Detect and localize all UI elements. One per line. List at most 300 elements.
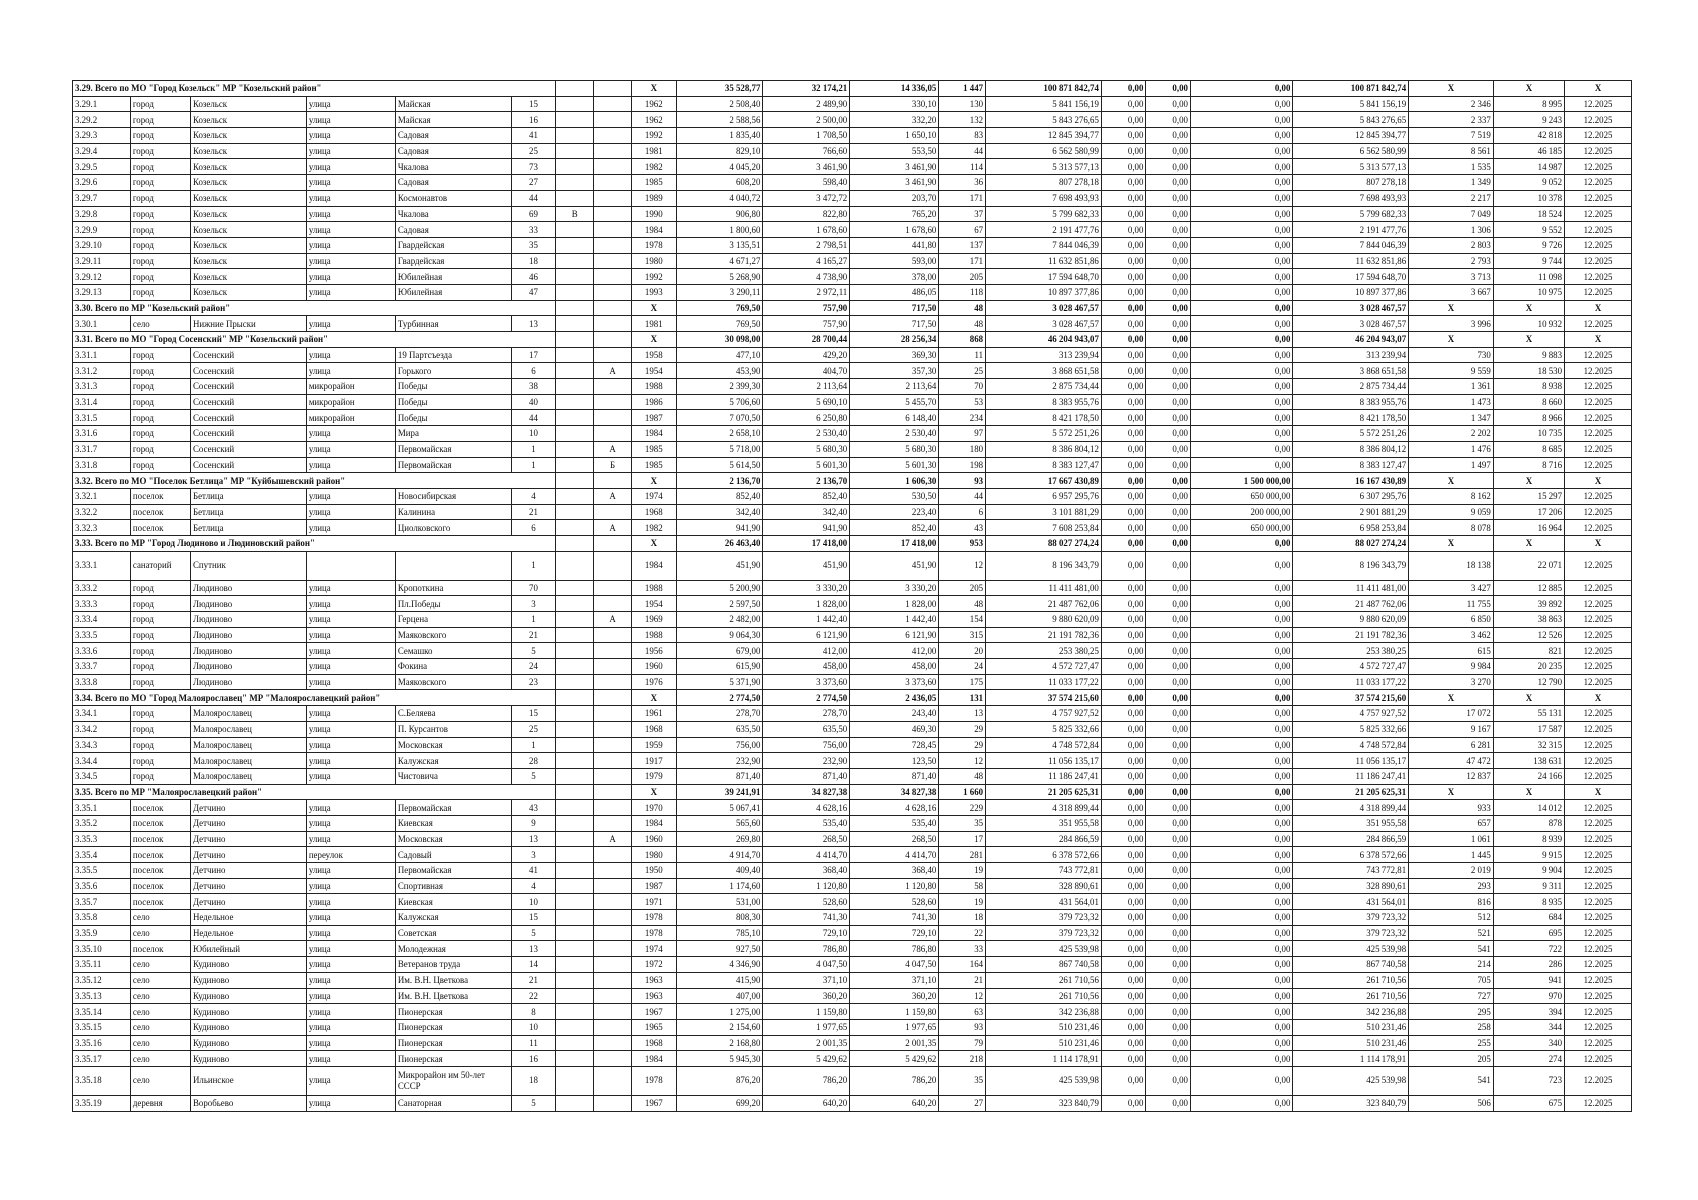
cell-letter [594, 394, 632, 410]
cell-private-area: 1 650,10 [850, 128, 939, 144]
table-row [73, 379, 1632, 395]
cell-street-type: улица [306, 488, 395, 504]
cell-year-built: 1960 [632, 659, 677, 675]
cell-fund-cost: 0,00 [1101, 768, 1146, 784]
cell-building [556, 674, 594, 690]
subtotal-local-cost: 0,00 [1190, 690, 1292, 706]
cell-deadline: 12.2025 [1565, 737, 1632, 753]
cell-street-name: С.Беляева [395, 706, 511, 722]
cell-fund-cost: 0,00 [1101, 1095, 1146, 1111]
cell-house-number: 27 [511, 175, 556, 191]
subtotal-title: 3.33. Всего по МР "Город Людиново и Людиновский район" [73, 535, 556, 551]
cell-owners-cost: 253 380,25 [1293, 643, 1409, 659]
cell-living-area: 1 442,40 [763, 612, 850, 628]
cell-settlement-type: город [130, 379, 190, 395]
cell-year-built: 1974 [632, 488, 677, 504]
cell-row-number: 3.32.1 [73, 488, 131, 504]
cell-settlement-type: город [130, 363, 190, 379]
cell-house-number: 44 [511, 410, 556, 426]
cell-local-cost: 0,00 [1190, 1019, 1292, 1035]
cell-fund-cost: 0,00 [1101, 894, 1146, 910]
cell-settlement-name: Людиново [191, 643, 307, 659]
cell-owners-cost: 6 307 295,76 [1293, 488, 1409, 504]
cell-street-name: Мира [395, 426, 511, 442]
cell-building [556, 627, 594, 643]
cell-fund-cost: 0,00 [1101, 1051, 1146, 1067]
cell-street-name: Садовая [395, 222, 511, 238]
cell-street-name: Советская [395, 925, 511, 941]
cell-fund-cost: 0,00 [1101, 1019, 1146, 1035]
cell-total-area: 409,40 [676, 863, 763, 879]
cell-living-area: 6 121,90 [763, 627, 850, 643]
cell-letter [594, 580, 632, 596]
subtotal-deadline: Х [1565, 784, 1632, 800]
cell-building [556, 737, 594, 753]
cell-fund-cost: 0,00 [1101, 831, 1146, 847]
cell-owners-cost: 5 825 332,66 [1293, 721, 1409, 737]
cell-settlement-type: город [130, 457, 190, 473]
cell-letter [594, 284, 632, 300]
cell-settlement-name: Козельск [191, 269, 307, 285]
cell-house-number: 5 [511, 1095, 556, 1111]
cell-total-cost: 431 564,01 [986, 894, 1102, 910]
subtotal-total-cost: 17 667 430,89 [986, 473, 1102, 489]
cell-fund-cost: 0,00 [1101, 596, 1146, 612]
subtotal-row [73, 332, 1632, 348]
cell-street-name: Победы [395, 394, 511, 410]
cell-street-type: улица [306, 925, 395, 941]
cell-row-number: 3.33.2 [73, 580, 131, 596]
cell-owners-cost: 431 564,01 [1293, 894, 1409, 910]
cell-total-cost: 8 421 178,50 [986, 410, 1102, 426]
cell-total-area: 2 658,10 [676, 426, 763, 442]
cell-settlement-type: город [130, 347, 190, 363]
cell-row-number: 3.35.7 [73, 894, 131, 910]
cell-letter [594, 379, 632, 395]
cell-building [556, 1004, 594, 1020]
cell-unit-cost: 47 472 [1409, 753, 1494, 769]
cell-total-cost: 8 383 127,47 [986, 457, 1102, 473]
cell-letter [594, 1066, 632, 1095]
cell-row-number: 3.31.2 [73, 363, 131, 379]
cell-year-built: 1990 [632, 206, 677, 222]
cell-residents: 70 [939, 379, 986, 395]
cell-settlement-name: Козельск [191, 112, 307, 128]
cell-private-area: 593,00 [850, 253, 939, 269]
cell-settlement-type: город [130, 253, 190, 269]
cell-deadline: 12.2025 [1565, 159, 1632, 175]
cell-building [556, 721, 594, 737]
cell-street-name: Пионерская [395, 1019, 511, 1035]
cell-unit-cost: 9 059 [1409, 504, 1494, 520]
cell-street-name: Московская [395, 831, 511, 847]
cell-letter [594, 347, 632, 363]
cell-building [556, 269, 594, 285]
cell-year-built: 1978 [632, 237, 677, 253]
cell-street-type: улица [306, 253, 395, 269]
cell-unit-cost: 1 535 [1409, 159, 1494, 175]
table-row [73, 894, 1632, 910]
cell-living-area: 371,10 [763, 972, 850, 988]
cell-total-area: 7 070,50 [676, 410, 763, 426]
cell-settlement-name: Сосенский [191, 363, 307, 379]
cell-unit-cost: 214 [1409, 957, 1494, 973]
cell-owners-cost: 2 901 881,29 [1293, 504, 1409, 520]
cell-year-built: 1950 [632, 863, 677, 879]
cell-local-cost: 0,00 [1190, 410, 1292, 426]
cell-deadline: 12.2025 [1565, 190, 1632, 206]
cell-total-cost: 11 056 135,17 [986, 753, 1102, 769]
subtotal-total-area: 35 528,77 [676, 81, 763, 97]
cell-max-cost: 11 098 [1493, 269, 1564, 285]
subtotal-title: 3.29. Всего по МО "Город Козельск" МР "Козельский район" [73, 81, 556, 97]
cell-house-number: 17 [511, 347, 556, 363]
cell-total-area: 941,90 [676, 520, 763, 536]
cell-private-area: 3 373,60 [850, 674, 939, 690]
table-row [73, 347, 1632, 363]
cell-max-cost: 9 311 [1493, 878, 1564, 894]
cell-row-number: 3.29.13 [73, 284, 131, 300]
cell-settlement-name: Воробьево [191, 1095, 307, 1111]
cell-total-area: 635,50 [676, 721, 763, 737]
subtotal-deadline: Х [1565, 81, 1632, 97]
subtotal-owners-cost: 16 167 430,89 [1293, 473, 1409, 489]
cell-private-area: 330,10 [850, 96, 939, 112]
cell-settlement-type: село [130, 925, 190, 941]
cell-owners-cost: 7 844 046,39 [1293, 237, 1409, 253]
cell-unit-cost: 3 462 [1409, 627, 1494, 643]
table-row [73, 457, 1632, 473]
cell-private-area: 1 977,65 [850, 1019, 939, 1035]
cell-local-cost: 0,00 [1190, 457, 1292, 473]
cell-regional-cost: 0,00 [1146, 1035, 1191, 1051]
cell-letter [594, 1095, 632, 1111]
cell-fund-cost: 0,00 [1101, 800, 1146, 816]
cell-building [556, 768, 594, 784]
cell-settlement-name: Кудиново [191, 1035, 307, 1051]
cell-house-number: 13 [511, 316, 556, 332]
subtotal-regional-cost: 0,00 [1146, 81, 1191, 97]
cell-residents: 44 [939, 143, 986, 159]
cell-settlement-name: Сосенский [191, 347, 307, 363]
empty-cell [594, 690, 632, 706]
cell-fund-cost: 0,00 [1101, 520, 1146, 536]
cell-owners-cost: 17 594 648,70 [1293, 269, 1409, 285]
cell-private-area: 3 330,20 [850, 580, 939, 596]
cell-private-area: 765,20 [850, 206, 939, 222]
cell-total-area: 5 067,41 [676, 800, 763, 816]
cell-row-number: 3.35.18 [73, 1066, 131, 1095]
cell-local-cost: 0,00 [1190, 1004, 1292, 1020]
cell-settlement-type: поселок [130, 800, 190, 816]
cell-regional-cost: 0,00 [1146, 753, 1191, 769]
cell-street-type: улица [306, 721, 395, 737]
subtotal-regional-cost: 0,00 [1146, 300, 1191, 316]
cell-house-number: 70 [511, 580, 556, 596]
subtotal-max-cost: Х [1493, 690, 1564, 706]
cell-total-area: 2 588,56 [676, 112, 763, 128]
cell-owners-cost: 6 378 572,66 [1293, 847, 1409, 863]
subtotal-row [73, 81, 1632, 97]
cell-street-type [306, 551, 395, 580]
cell-owners-cost: 5 572 251,26 [1293, 426, 1409, 442]
cell-year-built: 1961 [632, 706, 677, 722]
cell-local-cost: 0,00 [1190, 988, 1292, 1004]
cell-settlement-name: Спутник [191, 551, 307, 580]
cell-local-cost: 0,00 [1190, 737, 1292, 753]
cell-building [556, 96, 594, 112]
cell-regional-cost: 0,00 [1146, 674, 1191, 690]
cell-house-number: 1 [511, 551, 556, 580]
cell-max-cost: 15 297 [1493, 488, 1564, 504]
cell-unit-cost: 295 [1409, 1004, 1494, 1020]
cell-letter [594, 768, 632, 784]
cell-residents: 12 [939, 753, 986, 769]
cell-building [556, 316, 594, 332]
cell-residents: 22 [939, 925, 986, 941]
cell-street-name: Ветеранов труда [395, 957, 511, 973]
cell-letter [594, 988, 632, 1004]
cell-regional-cost: 0,00 [1146, 457, 1191, 473]
cell-private-area: 5 455,70 [850, 394, 939, 410]
cell-private-area: 368,40 [850, 863, 939, 879]
cell-row-number: 3.35.19 [73, 1095, 131, 1111]
cell-letter [594, 878, 632, 894]
cell-row-number: 3.31.7 [73, 441, 131, 457]
cell-fund-cost: 0,00 [1101, 643, 1146, 659]
cell-unit-cost: 11 755 [1409, 596, 1494, 612]
cell-deadline: 12.2025 [1565, 1004, 1632, 1020]
cell-max-cost: 9 904 [1493, 863, 1564, 879]
table-row [73, 96, 1632, 112]
cell-residents: 171 [939, 190, 986, 206]
cell-total-cost: 21 191 782,36 [986, 627, 1102, 643]
cell-fund-cost: 0,00 [1101, 284, 1146, 300]
cell-private-area: 528,60 [850, 894, 939, 910]
cell-house-number: 28 [511, 753, 556, 769]
cell-local-cost: 0,00 [1190, 815, 1292, 831]
cell-settlement-type: город [130, 441, 190, 457]
cell-year-built: 1982 [632, 520, 677, 536]
subtotal-local-cost: 0,00 [1190, 300, 1292, 316]
cell-street-type: улица [306, 753, 395, 769]
cell-regional-cost: 0,00 [1146, 925, 1191, 941]
cell-unit-cost: 1 445 [1409, 847, 1494, 863]
cell-residents: 17 [939, 831, 986, 847]
cell-owners-cost: 3 868 651,58 [1293, 363, 1409, 379]
cell-house-number: 40 [511, 394, 556, 410]
cell-house-number: 1 [511, 457, 556, 473]
cell-settlement-name: Людиново [191, 580, 307, 596]
cell-year-built: 1989 [632, 190, 677, 206]
cell-owners-cost: 4 572 727,47 [1293, 659, 1409, 675]
cell-row-number: 3.29.8 [73, 206, 131, 222]
cell-private-area: 357,30 [850, 363, 939, 379]
cell-letter [594, 674, 632, 690]
cell-house-number: 4 [511, 488, 556, 504]
cell-unit-cost: 521 [1409, 925, 1494, 941]
cell-building [556, 1095, 594, 1111]
cell-total-cost: 4 757 927,52 [986, 706, 1102, 722]
cell-total-area: 2 154,60 [676, 1019, 763, 1035]
subtotal-living-area: 2 774,50 [763, 690, 850, 706]
subtotal-row [73, 690, 1632, 706]
cell-settlement-name: Людиново [191, 674, 307, 690]
cell-private-area: 5 601,30 [850, 457, 939, 473]
cell-row-number: 3.35.6 [73, 878, 131, 894]
subtotal-fund-cost: 0,00 [1101, 690, 1146, 706]
cell-building [556, 1066, 594, 1095]
cell-regional-cost: 0,00 [1146, 972, 1191, 988]
cell-living-area: 342,40 [763, 504, 850, 520]
cell-house-number: 33 [511, 222, 556, 238]
cell-year-built: 1992 [632, 269, 677, 285]
cell-deadline: 12.2025 [1565, 1066, 1632, 1095]
cell-unit-cost: 2 793 [1409, 253, 1494, 269]
subtotal-fund-cost: 0,00 [1101, 332, 1146, 348]
cell-max-cost: 9 052 [1493, 175, 1564, 191]
cell-street-name: Садовый [395, 847, 511, 863]
cell-deadline: 12.2025 [1565, 957, 1632, 973]
cell-local-cost: 0,00 [1190, 222, 1292, 238]
cell-fund-cost: 0,00 [1101, 426, 1146, 442]
cell-unit-cost: 512 [1409, 910, 1494, 926]
cell-total-area: 615,90 [676, 659, 763, 675]
cell-fund-cost: 0,00 [1101, 128, 1146, 144]
cell-total-cost: 351 955,58 [986, 815, 1102, 831]
cell-local-cost: 0,00 [1190, 941, 1292, 957]
cell-private-area: 441,80 [850, 237, 939, 253]
cell-fund-cost: 0,00 [1101, 394, 1146, 410]
table-row [73, 925, 1632, 941]
cell-deadline: 12.2025 [1565, 426, 1632, 442]
table-row [73, 269, 1632, 285]
cell-deadline: 12.2025 [1565, 753, 1632, 769]
cell-total-cost: 5 825 332,66 [986, 721, 1102, 737]
cell-row-number: 3.29.12 [73, 269, 131, 285]
cell-building [556, 284, 594, 300]
cell-fund-cost: 0,00 [1101, 410, 1146, 426]
cell-year-built: 1985 [632, 175, 677, 191]
empty-cell [594, 535, 632, 551]
cell-settlement-type: село [130, 316, 190, 332]
cell-year-built: 1974 [632, 941, 677, 957]
cell-fund-cost: 0,00 [1101, 863, 1146, 879]
cell-building [556, 1019, 594, 1035]
cell-max-cost: 17 206 [1493, 504, 1564, 520]
cell-street-name: Садовая [395, 128, 511, 144]
cell-fund-cost: 0,00 [1101, 815, 1146, 831]
cell-street-name: Киевская [395, 894, 511, 910]
cell-year-built: 1970 [632, 800, 677, 816]
cell-building [556, 504, 594, 520]
cell-settlement-name: Детчино [191, 815, 307, 831]
cell-deadline: 12.2025 [1565, 863, 1632, 879]
cell-letter [594, 253, 632, 269]
cell-owners-cost: 5 841 156,19 [1293, 96, 1409, 112]
subtotal-max-cost: Х [1493, 332, 1564, 348]
cell-owners-cost: 3 028 467,57 [1293, 316, 1409, 332]
cell-max-cost: 722 [1493, 941, 1564, 957]
cell-total-area: 699,20 [676, 1095, 763, 1111]
cell-local-cost: 0,00 [1190, 284, 1292, 300]
cell-living-area: 4 628,16 [763, 800, 850, 816]
cell-street-name: Пионерская [395, 1004, 511, 1020]
cell-building [556, 175, 594, 191]
cell-year-built: 1984 [632, 551, 677, 580]
table-row [73, 284, 1632, 300]
cell-living-area: 360,20 [763, 988, 850, 1004]
cell-year-built: 1954 [632, 363, 677, 379]
cell-street-name: Московская [395, 737, 511, 753]
subtotal-fund-cost: 0,00 [1101, 473, 1146, 489]
cell-settlement-type: город [130, 112, 190, 128]
cell-deadline: 12.2025 [1565, 580, 1632, 596]
cell-residents: 48 [939, 596, 986, 612]
subtotal-title: 3.35. Всего по МР "Малоярославецкий район" [73, 784, 556, 800]
cell-regional-cost: 0,00 [1146, 706, 1191, 722]
cell-total-cost: 5 843 276,65 [986, 112, 1102, 128]
cell-total-area: 906,80 [676, 206, 763, 222]
cell-street-type: улица [306, 957, 395, 973]
cell-residents: 53 [939, 394, 986, 410]
cell-street-name: Чистовича [395, 768, 511, 784]
cell-living-area: 786,20 [763, 1066, 850, 1095]
cell-row-number: 3.29.2 [73, 112, 131, 128]
cell-total-cost: 11 186 247,41 [986, 768, 1102, 784]
cell-local-cost: 0,00 [1190, 972, 1292, 988]
cell-street-name: Санаторная [395, 1095, 511, 1111]
subtotal-title: 3.30. Всего по МР "Козельский район" [73, 300, 556, 316]
cell-max-cost: 8 966 [1493, 410, 1564, 426]
cell-street-name: Чкалова [395, 159, 511, 175]
cell-settlement-name: Детчино [191, 863, 307, 879]
empty-cell [594, 81, 632, 97]
cell-private-area: 1 159,80 [850, 1004, 939, 1020]
cell-total-area: 278,70 [676, 706, 763, 722]
cell-living-area: 1 678,60 [763, 222, 850, 238]
cell-building [556, 753, 594, 769]
cell-settlement-type: город [130, 674, 190, 690]
cell-max-cost: 340 [1493, 1035, 1564, 1051]
cell-settlement-name: Кудиново [191, 1004, 307, 1020]
cell-total-cost: 807 278,18 [986, 175, 1102, 191]
cell-year-built: 1962 [632, 96, 677, 112]
cell-living-area: 278,70 [763, 706, 850, 722]
subtotal-regional-cost: 0,00 [1146, 784, 1191, 800]
cell-row-number: 3.34.2 [73, 721, 131, 737]
cell-regional-cost: 0,00 [1146, 269, 1191, 285]
subtotal-total-cost: 37 574 215,60 [986, 690, 1102, 706]
cell-deadline: 12.2025 [1565, 768, 1632, 784]
cell-street-type: улица [306, 706, 395, 722]
cell-year-built: 1992 [632, 128, 677, 144]
subtotal-residents: 1 447 [939, 81, 986, 97]
cell-settlement-name: Козельск [191, 96, 307, 112]
cell-settlement-name: Малоярославец [191, 706, 307, 722]
cell-owners-cost: 10 897 377,86 [1293, 284, 1409, 300]
cell-house-number: 46 [511, 269, 556, 285]
cell-residents: 58 [939, 878, 986, 894]
cell-owners-cost: 2 191 477,76 [1293, 222, 1409, 238]
cell-year-built: 1988 [632, 580, 677, 596]
cell-local-cost: 650 000,00 [1190, 520, 1292, 536]
cell-living-area: 5 680,30 [763, 441, 850, 457]
subtotal-fund-cost: 0,00 [1101, 81, 1146, 97]
cell-deadline: 12.2025 [1565, 1095, 1632, 1111]
cell-residents: 315 [939, 627, 986, 643]
cell-settlement-type: поселок [130, 488, 190, 504]
